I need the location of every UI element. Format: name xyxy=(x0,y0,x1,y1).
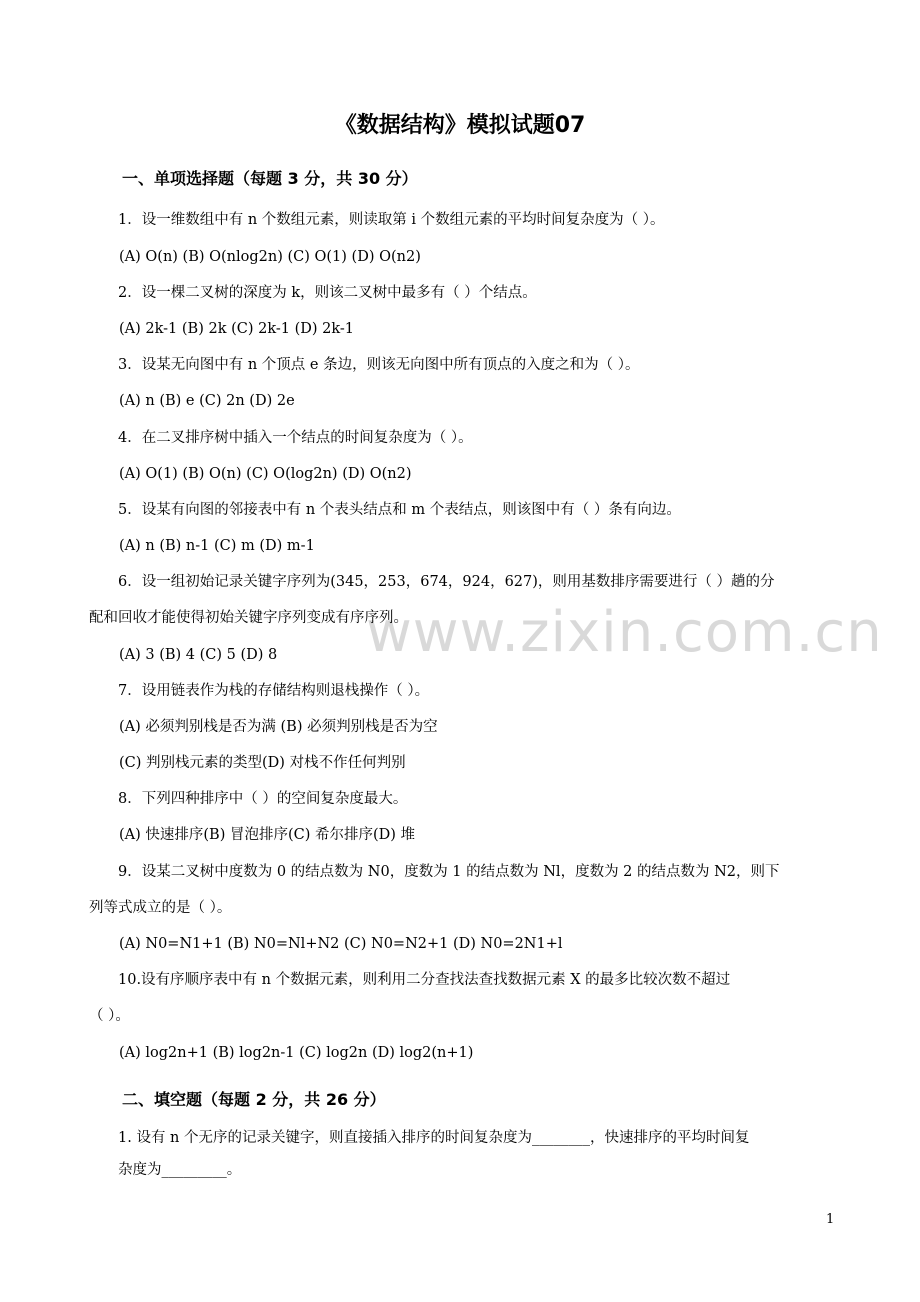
question-9: 9．设某二叉树中度数为 0 的结点数为 N0，度数为 1 的结点数为 Nl，度数为 2 的结点数为 N2，则下 xyxy=(118,864,780,880)
question-4-options: (A) O(1) (B) O(n) (C) O(log2n) (D) O(n2) xyxy=(119,466,412,482)
question-9-options: (A) N0=N1+1 (B) N0=Nl+N2 (C) N0=N2+1 (D) N0=2N1+l xyxy=(119,936,563,952)
question-6-options: (A) 3 (B) 4 (C) 5 (D) 8 xyxy=(119,647,278,663)
question-6-continued: 配和回收才能使得初始关键字序列变成有序序列。 xyxy=(89,610,408,626)
question-9-continued: 列等式成立的是（ ）。 xyxy=(89,900,232,916)
question-4: 4．在二叉排序树中插入一个结点的时间复杂度为（ ）。 xyxy=(118,430,473,446)
fill-question-1: 1. 设有 n 个无序的记录关键字，则直接插入排序的时间复杂度为________，快速排序的平均时间复 xyxy=(118,1130,750,1146)
question-8: 8．下列四种排序中（ ）的空间复杂度最大。 xyxy=(118,791,408,807)
question-5: 5．设某有向图的邻接表中有 n 个表头结点和 m 个表结点，则该图中有（ ）条有向边。 xyxy=(118,502,681,518)
question-1-options: (A) O(n) (B) O(nlog2n) (C) O(1) (D) O(n2) xyxy=(119,249,421,265)
question-7: 7．设用链表作为栈的存储结构则退栈操作（ ）。 xyxy=(118,683,430,699)
page-title: 《数据结构》模拟试题07 xyxy=(334,113,586,138)
section-heading-choice: 一、单项选择题（每题 3 分，共 30 分） xyxy=(122,169,418,188)
question-10-options: (A) log2n+1 (B) log2n-1 (C) log2n (D) log2(n+1) xyxy=(119,1045,474,1061)
question-3-options: (A) n (B) e (C) 2n (D) 2e xyxy=(119,393,295,409)
question-6: 6．设一组初始记录关键字序列为(345，253，674，924，627)，则用基数排序需要进行（ ）趟的分 xyxy=(118,574,775,590)
question-7-options: (A) 必须判别栈是否为满 (B) 必须判别栈是否为空 xyxy=(119,719,438,735)
section-heading-fill: 二、填空题（每题 2 分，共 26 分） xyxy=(122,1090,386,1109)
question-3: 3．设某无向图中有 n 个顶点 e 条边，则该无向图中所有顶点的入度之和为（ ）。 xyxy=(118,357,640,373)
fill-question-1-continued: 杂度为_________。 xyxy=(118,1162,242,1178)
watermark: www.zixin.com.cn xyxy=(366,600,883,665)
question-2-options: (A) 2k-1 (B) 2k (C) 2k-1 (D) 2k-1 xyxy=(119,321,355,337)
question-1: 1．设一维数组中有 n 个数组元素，则读取第 i 个数组元素的平均时间复杂度为（ ）。 xyxy=(118,212,665,228)
question-10-continued: （ ）。 xyxy=(89,1008,130,1024)
question-5-options: (A) n (B) n-1 (C) m (D) m-1 xyxy=(119,538,315,554)
question-8-options: (A) 快速排序(B) 冒泡排序(C) 希尔排序(D) 堆 xyxy=(119,827,416,843)
page-number: 1 xyxy=(826,1212,835,1227)
question-2: 2．设一棵二叉树的深度为 k，则该二叉树中最多有（ ）个结点。 xyxy=(118,285,537,301)
question-10: 10.设有序顺序表中有 n 个数据元素，则利用二分查找法查找数据元素 X 的最多比较次数不超过 xyxy=(118,972,731,988)
question-7-options-2: (C) 判别栈元素的类型(D) 对栈不作任何判别 xyxy=(119,755,406,771)
